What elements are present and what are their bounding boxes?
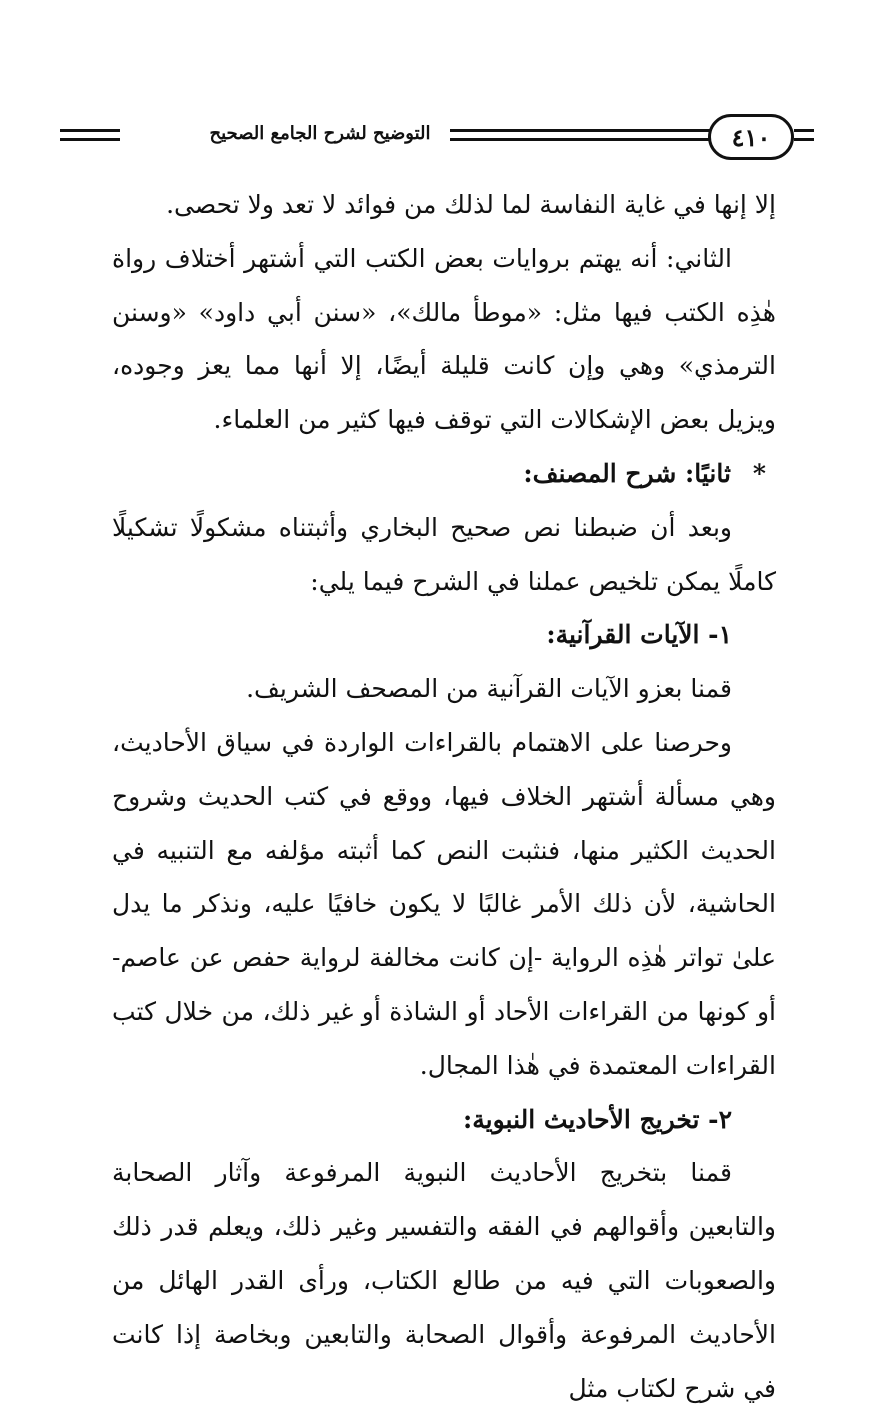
paragraph-second-point: الثاني: أنه يهتم بروايات بعض الكتب التي أشتهر أختلاف رواة هٰذِه الكتب فيها مثل: «موطأ مالك»، «سنن أبي داود» «وسنن الترمذي» وهي وإن كانت قليلة أيضًا، إلا أنها مما يعز وجوده، ويزيل بعض الإشكالات التي توقف فيها كثير من العلماء. [112, 243, 776, 435]
section-heading-text: ثانيًا: شرح المصنف: [523, 458, 731, 488]
subheading-quranic-verses: ١- الآيات القرآنية: [546, 620, 732, 650]
header-rule-left-bottom [60, 138, 120, 141]
header-rule-right-bottom [794, 138, 814, 141]
running-title: التوضيح لشرح الجامع الصحيح [190, 123, 450, 144]
page-number: ٤١٠ [731, 122, 771, 152]
page-header [60, 112, 780, 162]
section-heading [112, 447, 776, 501]
subheading-hadith-takhrij: ٢- تخريج الأحاديث النبوية: [463, 1104, 732, 1134]
paragraph-verses-attribution: قمنا بعزو الآيات القرآنية من المصحف الشريف. [246, 674, 732, 704]
paragraph-continuation: إلا إنها في غاية النفاسة لما لذلك من فوائد لا تعد ولا تحصى. [166, 190, 776, 219]
paragraph-hadith-takhrij: قمنا بتخريج الأحاديث النبوية المرفوعة وآثار الصحابة والتابعين وأقوالهم في الفقه والتفسير وغير ذلك، ويعلم قدر ذلك والصعوبات التي فيه من طالع الكتاب، ورأى القدر الهائل من الأحاديث المرفوعة وأقوال الصحابة والتابعين وبخاصة إذا كانت في شرح لكتاب مثل [112, 1158, 776, 1403]
asterisk-marker: * [752, 458, 766, 488]
header-rule-left-top [60, 129, 120, 132]
page-number-badge [708, 114, 794, 160]
body-text [112, 178, 776, 1415]
paragraph-intro: وبعد أن ضبطنا نص صحيح البخاري وأثبتناه مشكولًا تشكيلًا كاملًا يمكن تلخيص عملنا في الشرح فيما يلي: [112, 512, 776, 596]
header-rule-right-top [794, 129, 814, 132]
paragraph-readings: وحرصنا على الاهتمام بالقراءات الواردة في سياق الأحاديث، وهي مسألة أشتهر الخلاف فيها، ووقع في كتب الحديث وشروح الحديث الكثير منها، فنثبت النص كما أثبته مؤلفه مع التنبيه في الحاشية، لأن ذلك الأمر غالبًا لا يكون خافيًا عليه، ونذكر ما يدل علىٰ تواتر هٰذِه الرواية -إن كانت مخالفة لرواية حفص عن عاصم- أو كونها من القراءات الأحاد أو الشاذة أو غير ذلك، من خلال كتب القراءات المعتمدة في هٰذا المجال. [112, 727, 776, 1080]
